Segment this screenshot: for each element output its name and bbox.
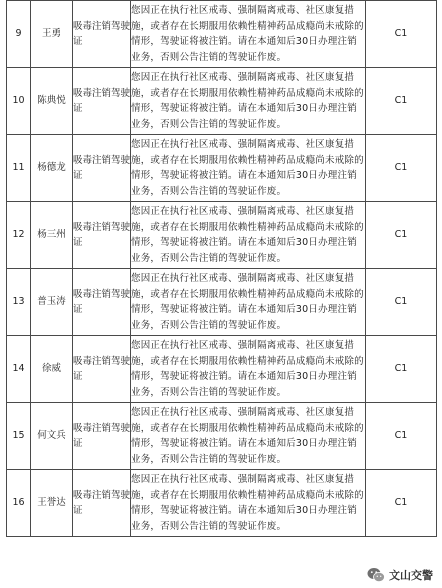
- table-body: [7, 1, 437, 537]
- notice-text-cell: 您因正在执行社区戒毒、强制隔离戒毒、社区康复措施，或者存在长期服用依赖性精神药品成瘾尚未戒除的情形，驾驶证将被注销。请在本通知后30日办理注销业务，否则公告注销的驾驶证作废。: [131, 68, 366, 135]
- table-row: [7, 135, 437, 202]
- notice-text-cell: 您因正在执行社区戒毒、强制隔离戒毒、社区康复措施，或者存在长期服用依赖性精神药品成瘾尚未戒除的情形，驾驶证将被注销。请在本通知后30日办理注销业务，否则公告注销的驾驶证作废。: [131, 336, 366, 403]
- reason-type-cell: 吸毒注销驾驶证: [73, 68, 131, 135]
- license-class-cell: C1: [366, 68, 437, 135]
- row-number-cell: 13: [7, 269, 31, 336]
- name-cell: 徐威: [31, 336, 73, 403]
- notice-text-cell: 您因正在执行社区戒毒、强制隔离戒毒、社区康复措施，或者存在长期服用依赖性精神药品成瘾尚未戒除的情形，驾驶证将被注销。请在本通知后30日办理注销业务，否则公告注销的驾驶证作废。: [131, 403, 366, 470]
- table-row: [7, 1, 437, 68]
- reason-type-cell: 吸毒注销驾驶证: [73, 403, 131, 470]
- notice-text-cell: 您因正在执行社区戒毒、强制隔离戒毒、社区康复措施，或者存在长期服用依赖性精神药品成瘾尚未戒除的情形，驾驶证将被注销。请在本通知后30日办理注销业务，否则公告注销的驾驶证作废。: [131, 202, 366, 269]
- table-row: [7, 269, 437, 336]
- name-cell: 杨三州: [31, 202, 73, 269]
- notice-text-cell: 您因正在执行社区戒毒、强制隔离戒毒、社区康复措施，或者存在长期服用依赖性精神药品成瘾尚未戒除的情形，驾驶证将被注销。请在本通知后30日办理注销业务，否则公告注销的驾驶证作废。: [131, 470, 366, 537]
- row-number-cell: 16: [7, 470, 31, 537]
- name-cell: 杨德龙: [31, 135, 73, 202]
- reason-type-cell: 吸毒注销驾驶证: [73, 269, 131, 336]
- row-number-cell: 10: [7, 68, 31, 135]
- notice-text-cell: 您因正在执行社区戒毒、强制隔离戒毒、社区康复措施，或者存在长期服用依赖性精神药品成瘾尚未戒除的情形，驾驶证将被注销。请在本通知后30日办理注销业务，否则公告注销的驾驶证作废。: [131, 135, 366, 202]
- name-cell: 王勇: [31, 1, 73, 68]
- license-class-cell: C1: [366, 135, 437, 202]
- reason-type-cell: 吸毒注销驾驶证: [73, 470, 131, 537]
- license-class-cell: C1: [366, 470, 437, 537]
- row-number-cell: 12: [7, 202, 31, 269]
- table-row: [7, 202, 437, 269]
- name-cell: 普玉涛: [31, 269, 73, 336]
- watermark-text: 文山交警: [389, 569, 433, 582]
- account-watermark: [364, 566, 436, 584]
- row-number-cell: 15: [7, 403, 31, 470]
- table-row: [7, 403, 437, 470]
- notice-text-cell: 您因正在执行社区戒毒、强制隔离戒毒、社区康复措施，或者存在长期服用依赖性精神药品成瘾尚未戒除的情形，驾驶证将被注销。请在本通知后30日办理注销业务，否则公告注销的驾驶证作废。: [131, 269, 366, 336]
- table-row: [7, 470, 437, 537]
- reason-type-cell: 吸毒注销驾驶证: [73, 1, 131, 68]
- row-number-cell: 11: [7, 135, 31, 202]
- table-row: [7, 336, 437, 403]
- name-cell: 王誉达: [31, 470, 73, 537]
- license-cancellation-table: [6, 0, 437, 537]
- name-cell: 何文兵: [31, 403, 73, 470]
- license-class-cell: C1: [366, 269, 437, 336]
- notice-text-cell: 您因正在执行社区戒毒、强制隔离戒毒、社区康复措施，或者存在长期服用依赖性精神药品成瘾尚未戒除的情形，驾驶证将被注销。请在本通知后30日办理注销业务，否则公告注销的驾驶证作废。: [131, 1, 366, 68]
- license-class-cell: C1: [366, 403, 437, 470]
- license-class-cell: C1: [366, 336, 437, 403]
- row-number-cell: 9: [7, 1, 31, 68]
- table-row: [7, 68, 437, 135]
- license-class-cell: C1: [366, 202, 437, 269]
- wechat-logo-icon: [367, 567, 385, 583]
- row-number-cell: 14: [7, 336, 31, 403]
- name-cell: 陈典悦: [31, 68, 73, 135]
- reason-type-cell: 吸毒注销驾驶证: [73, 336, 131, 403]
- reason-type-cell: 吸毒注销驾驶证: [73, 135, 131, 202]
- license-class-cell: C1: [366, 1, 437, 68]
- reason-type-cell: 吸毒注销驾驶证: [73, 202, 131, 269]
